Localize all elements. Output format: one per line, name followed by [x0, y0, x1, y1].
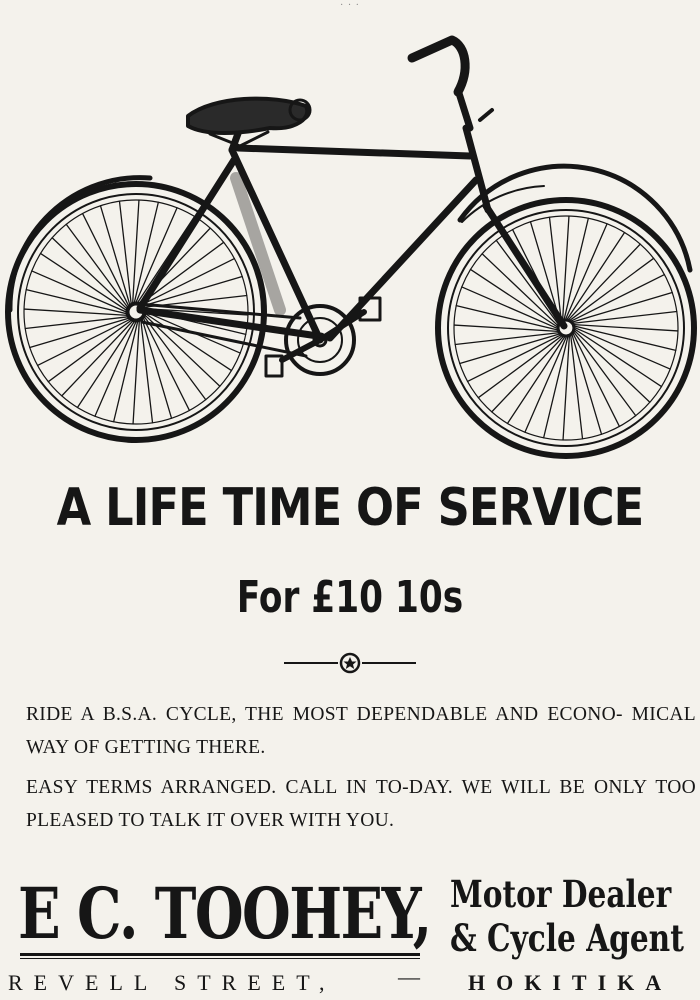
headline: A LIFE TIME OF SERVICE — [56, 478, 644, 538]
wheel-spoke — [52, 238, 129, 311]
advertiser-role-line-1: Motor Dealer — [450, 872, 672, 916]
wheel-spoke — [573, 329, 650, 402]
front-wheel — [438, 166, 694, 456]
wheel-spoke — [568, 258, 653, 321]
wheel-spoke — [66, 224, 129, 309]
advertiser-role-line-2: & Cycle Agent — [450, 916, 684, 960]
advertiser-name: E C. TOOHEY, — [18, 872, 431, 955]
rear-wheel — [8, 178, 264, 440]
wheel-spoke — [572, 325, 678, 331]
wheel-spoke — [567, 244, 640, 321]
wheel-spoke — [492, 335, 565, 412]
address-separator: — — [398, 964, 420, 989]
body-paragraph-1: RIDE A B.S.A. CYCLE, THE MOST DEPENDABLE AND ECONO- MICAL WAY OF GETTING THERE. — [26, 704, 696, 758]
town-name: HOKITIKA — [468, 970, 673, 995]
wheel-spoke — [563, 334, 569, 440]
wheel-spoke — [478, 335, 563, 398]
wheel-spoke — [133, 200, 139, 306]
bleed-through-text: · · · — [340, 0, 360, 10]
wheel-spoke — [24, 309, 130, 315]
street-address: REVELL STREET, — [8, 970, 336, 995]
saddle — [188, 99, 310, 146]
wheel-spoke — [563, 216, 569, 322]
wheel-spoke — [62, 319, 135, 396]
wheel-spoke — [48, 319, 133, 382]
body-paragraph-2: EASY TERMS ARRANGED. CALL IN TO-DAY. WE WILL BE ONLY TOO PLEASED TO TALK IT OVER WITH YOU. — [26, 777, 696, 831]
address-row — [0, 966, 700, 1000]
wheel-spoke — [573, 330, 636, 415]
wheel-spoke — [133, 318, 139, 424]
price-line: For £10 10s — [236, 572, 464, 623]
wheel-spoke — [496, 240, 559, 325]
bicycle-illustration — [0, 10, 700, 470]
bicycle-frame — [140, 40, 564, 340]
ornament-divider — [284, 650, 416, 676]
wheel-spoke — [454, 325, 560, 331]
name-underline — [20, 953, 420, 959]
